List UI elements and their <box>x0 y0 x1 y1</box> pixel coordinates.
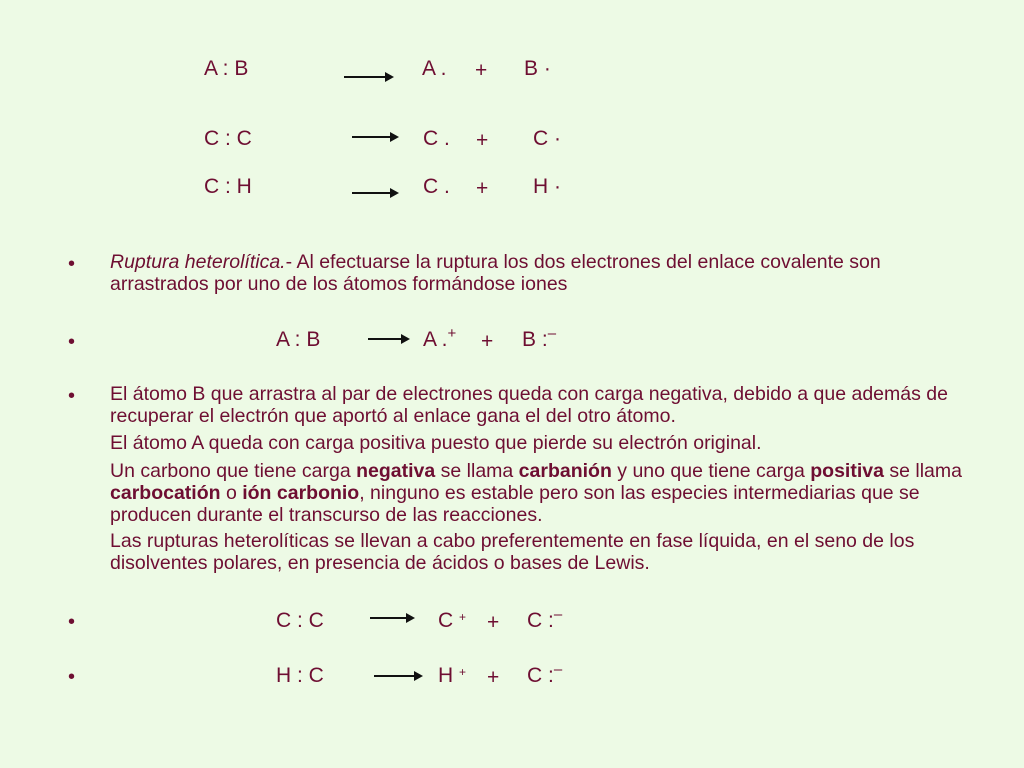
product-2 <box>522 325 557 351</box>
plus-sign: + <box>487 666 500 689</box>
product-2: B · <box>524 57 551 80</box>
product-1-symbol: A . <box>423 328 448 351</box>
plus-sign: + <box>475 59 488 82</box>
reactant: C : C <box>276 609 324 632</box>
reaction-arrow <box>370 617 413 619</box>
text: , ninguno es estable pero son las especies intermediarias que se producen durante el transcurso de las reacciones. <box>110 482 920 526</box>
product-1 <box>438 665 466 686</box>
bold-term: carbanión <box>518 460 612 482</box>
reaction-arrow <box>374 675 421 677</box>
description: - Al efectuarse la ruptura los dos electrones del enlace covalente son arrastrados por uno de los átomos formándose iones <box>110 251 881 295</box>
product-1: A . <box>422 57 447 80</box>
reactant: C : C <box>204 127 252 150</box>
term: Ruptura heterolítica. <box>110 251 286 273</box>
product-2-symbol: C : <box>527 609 554 632</box>
bold-term: negativa <box>356 460 436 482</box>
explanation-p2: El átomo A queda con carga positiva puesto que pierde su electrón original. <box>110 432 762 454</box>
reaction-arrow <box>368 338 408 340</box>
product-1: C . <box>423 127 450 150</box>
bullet: • <box>68 666 76 688</box>
product-1 <box>423 325 457 351</box>
plus-sign: + <box>481 330 494 353</box>
product-2: C · <box>533 127 561 150</box>
product-2-charge: – <box>547 325 557 342</box>
text: y uno que tiene carga <box>611 460 811 482</box>
product-1 <box>438 610 466 631</box>
heterolytic-definition <box>110 251 970 295</box>
plus-sign: + <box>476 129 489 152</box>
product-1-symbol: H <box>438 664 454 687</box>
product-1-symbol: C <box>438 609 454 632</box>
text: Un carbono que tiene carga <box>110 460 357 482</box>
explanation-p1: El átomo B que arrastra al par de electrones queda con carga negativa, debido a que además de recuperar el electrón que aportó al enlace gana el del otro átomo. <box>110 383 948 427</box>
plus-sign: + <box>487 611 500 634</box>
plus-sign: + <box>476 177 489 200</box>
product-2 <box>527 606 563 632</box>
reaction-arrow <box>352 136 397 138</box>
explanation-p3 <box>110 460 970 526</box>
reactant: C : H <box>204 175 252 198</box>
reactant: A : B <box>276 328 321 351</box>
text: se llama <box>883 460 962 482</box>
reactant: H : C <box>276 664 324 687</box>
product-2 <box>527 661 563 687</box>
product-1-charge: + <box>459 610 467 624</box>
bullet: • <box>68 611 76 633</box>
bullet: • <box>68 331 76 353</box>
bold-term: carbocatión <box>110 482 221 504</box>
bold-term: ión carbonio <box>242 482 360 504</box>
reaction-arrow <box>352 192 397 194</box>
text: o <box>220 482 243 504</box>
product-1: C . <box>423 175 450 198</box>
bullet: • <box>68 385 76 407</box>
product-2-symbol: C : <box>527 664 554 687</box>
product-2-charge: – <box>553 606 563 623</box>
product-2: H · <box>533 175 561 198</box>
reaction-arrow <box>344 76 392 78</box>
bold-term: positiva <box>810 460 884 482</box>
reactant: A : B <box>204 57 249 80</box>
explanation-p4: Las rupturas heterolíticas se llevan a cabo preferentemente en fase líquida, en el seno de los disolventes polares, en presencia de ácidos o bases de Lewis. <box>110 530 915 574</box>
text: se llama <box>435 460 519 482</box>
bullet: • <box>68 253 76 275</box>
product-1-charge: + <box>459 665 467 679</box>
product-2-charge: – <box>553 661 563 678</box>
product-1-charge: + <box>447 325 457 342</box>
product-2-symbol: B : <box>522 328 548 351</box>
